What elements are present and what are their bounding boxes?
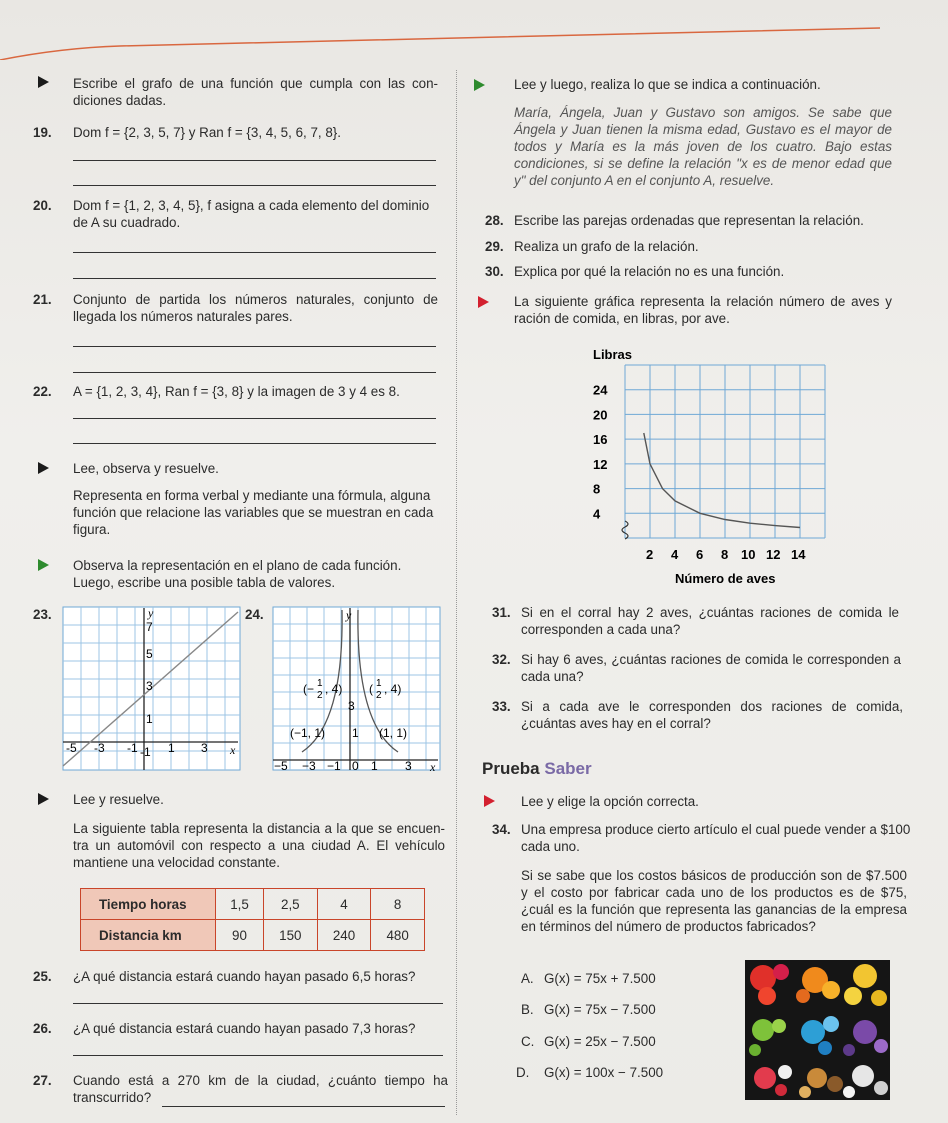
g24-number: 24. [245, 607, 264, 622]
g23-tick: -1 [140, 745, 151, 759]
table-header-cell: Tiempo horas [81, 889, 216, 920]
g24-x-label: x [430, 760, 436, 772]
q22-text: A = {1, 2, 3, 4}, Ran f = {3, 8} y la imagen de 3 y 4 es 8. [73, 384, 400, 399]
q33-number: 33. [492, 699, 511, 714]
section-bullet-icon [484, 795, 495, 807]
chart-x-axis-label: Número de aves [675, 571, 776, 586]
saber-word: Saber [544, 759, 592, 778]
intro-instruction: Escribe el grafo de una función que cumpla con las con- diciones dadas. [73, 76, 438, 108]
q32-text: Si hay 6 aves, ¿cuántas raciones de comida le corresponden a cada una? [521, 652, 901, 684]
g24-point: (1, 1) [379, 726, 408, 740]
g23-number: 23. [33, 607, 52, 622]
answer-line[interactable] [73, 372, 436, 373]
table-cell: 240 [317, 920, 371, 951]
g24-point: 2 [376, 690, 382, 701]
chart-y-tick: 16 [593, 432, 608, 448]
answer-line[interactable] [73, 418, 436, 419]
option-a-letter[interactable]: A. [521, 971, 534, 986]
column-divider [456, 70, 457, 1115]
q28-text: Escribe las parejas ordenadas que representan la relación. [514, 213, 864, 228]
g24-point: (− [303, 682, 315, 696]
lee-realiza-text: María, Ángela, Juan y Gustavo son amigos. Se sabe que Ángela y Juan tienen la misma edad, Gustavo es el mayor de todos y María es la más joven de los cuatro. Bajo estas condiciones, si se define la relación "x es de menor edad que y" del conjunto A en el conjunto A, resuelve. [514, 105, 892, 188]
section-bullet-icon [478, 296, 489, 308]
g24-y-label: y [346, 608, 352, 622]
section-bullet-icon [38, 559, 49, 571]
graph-24 [272, 606, 442, 772]
g23-y-label: y [148, 606, 154, 620]
option-b-letter[interactable]: B. [521, 1002, 534, 1017]
g23-tick: 7 [146, 620, 153, 634]
g24-tick: −3 [302, 759, 316, 772]
g24-point: 1 [376, 678, 382, 689]
q25-number: 25. [33, 969, 52, 984]
distance-table [80, 888, 425, 951]
q20-number: 20. [33, 198, 52, 213]
g23-tick: -3 [94, 741, 105, 755]
g24-tick: 0 [352, 759, 359, 772]
table-cell: 8 [371, 889, 425, 920]
q25-text: ¿A qué distancia estará cuando hayan pasado 6,5 horas? [73, 969, 416, 984]
q19-number: 19. [33, 125, 52, 140]
g24-tick: 3 [405, 759, 412, 772]
chart-y-tick: 8 [593, 481, 601, 497]
lee-observa-title: Lee, observa y resuelve. [73, 461, 219, 476]
header-arc [0, 0, 948, 60]
table-cell: 480 [371, 920, 425, 951]
answer-line[interactable] [73, 160, 436, 161]
g24-point: 2 [317, 690, 323, 701]
q32-number: 32. [492, 652, 511, 667]
q29-text: Realiza un grafo de la relación. [514, 239, 699, 254]
g23-tick: 1 [146, 712, 153, 726]
g23-tick: 3 [146, 679, 153, 693]
g23-tick: 1 [168, 741, 175, 755]
chart-x-tick: 12 [766, 547, 781, 562]
option-d-letter[interactable]: D. [516, 1065, 530, 1080]
chart-x-tick: 2 [646, 547, 654, 562]
table-row [81, 889, 425, 920]
q28-number: 28. [485, 213, 504, 228]
q19-text: Dom f = {2, 3, 5, 7} y Ran f = {3, 4, 5, 6, 7, 8}. [73, 125, 341, 140]
table-cell: 90 [216, 920, 264, 951]
q31-number: 31. [492, 605, 511, 620]
g23-tick: -5 [66, 741, 77, 755]
chart-x-tick: 6 [696, 547, 704, 562]
g23-x-label: x [230, 743, 236, 757]
prueba-word: Prueba [482, 759, 540, 778]
answer-line[interactable] [73, 252, 436, 253]
observa-text: Observa la representación en el plano de cada función. Luego, escribe una posible tabla de valores. [73, 558, 402, 590]
answer-line[interactable] [162, 1106, 445, 1107]
table-row [81, 920, 425, 951]
g23-tick: 3 [201, 741, 208, 755]
q34-text-2: Si se sabe que los costos básicos de producción son de $7.500 y el costo por fabricar cada uno de los productos es de $75, ¿cuál es la función que representa las ganancias de la empresa en términos del número de productos fabricados? [521, 868, 907, 934]
table-cell: 4 [317, 889, 371, 920]
answer-line[interactable] [73, 1003, 443, 1004]
q22-number: 22. [33, 384, 52, 399]
chart-y-axis-label: Libras [593, 347, 633, 362]
g24-point: (−1, 1) [290, 726, 326, 740]
g24-tick: −1 [327, 759, 341, 772]
section-bullet-icon [38, 793, 49, 805]
q33-text: Si a cada ave le corresponden dos raciones de comida, ¿cuántas aves hay en el corral? [521, 699, 903, 731]
section-bullet-icon [474, 79, 485, 91]
g24-point: 1 [317, 678, 323, 689]
prueba-saber-heading [482, 759, 592, 779]
q27-number: 27. [33, 1073, 52, 1088]
option-a-text[interactable]: G(x) = 75x + 7.500 [544, 971, 656, 986]
option-d-text[interactable]: G(x) = 100x − 7.500 [544, 1065, 664, 1080]
section-bullet-icon [38, 462, 49, 474]
section-bullet-icon [38, 76, 49, 88]
chart-x-tick: 10 [741, 547, 756, 562]
q29-number: 29. [485, 239, 504, 254]
option-c-letter[interactable]: C. [521, 1034, 535, 1049]
table-cell: 150 [264, 920, 318, 951]
aves-chart [585, 343, 845, 588]
g24-tick: −5 [274, 759, 288, 772]
g24-point: , 4) [384, 682, 402, 696]
q21-number: 21. [33, 292, 52, 307]
products-photo [745, 960, 890, 1100]
g24-tick: 3 [348, 699, 355, 713]
q30-number: 30. [485, 264, 504, 279]
g24-tick: 1 [352, 726, 359, 740]
g23-tick: 5 [146, 647, 153, 661]
chart-x-tick: 14 [791, 547, 806, 562]
q26-number: 26. [33, 1021, 52, 1036]
answer-line[interactable] [73, 278, 436, 279]
q20-text: Dom f = {1, 2, 3, 4, 5}, f asigna a cada elemento del dominio de A su cuadrado. [73, 198, 430, 230]
lee-resuelve-title: Lee y resuelve. [73, 792, 164, 807]
g23-tick: -1 [127, 741, 138, 755]
option-c-text[interactable]: G(x) = 25x − 7.500 [544, 1034, 656, 1049]
lee-realiza-title: Lee y luego, realiza lo que se indica a continuación. [514, 77, 821, 92]
grafica-intro: La siguiente gráfica representa la relación número de aves y ración de comida, en libras, por ave. [514, 294, 892, 326]
chart-y-tick: 24 [593, 382, 608, 398]
graph-23 [62, 606, 242, 772]
chart-y-tick: 20 [593, 407, 608, 423]
q21-text: Conjunto de partida los números naturales, conjunto de llegada los números naturales pares. [73, 292, 438, 324]
lee-observa-text: Representa en forma verbal y mediante una fórmula, alguna función que relacione las variables que se muestran en cada figura. [73, 488, 434, 537]
g24-point: , 4) [325, 682, 343, 696]
table-header-cell: Distancia km [81, 920, 216, 951]
lee-elige-title: Lee y elige la opción correcta. [521, 794, 699, 809]
lee-resuelve-text: La siguiente tabla representa la distancia a la que se encuen- tra un automóvil con respecto a una ciudad A. El vehículo mantiene una velocidad constante. [73, 821, 445, 870]
q31-text: Si en el corral hay 2 aves, ¿cuántas raciones de comida le corresponden a cada una? [521, 605, 899, 637]
answer-line[interactable] [73, 443, 436, 444]
chart-x-tick: 4 [671, 547, 679, 562]
table-cell: 1,5 [216, 889, 264, 920]
q34-text-1: Una empresa produce cierto artículo el cual puede vender a $100 cada uno. [521, 822, 911, 854]
q30-text: Explica por qué la relación no es una función. [514, 264, 785, 279]
q27-text: Cuando está a 270 km de la ciudad, ¿cuánto tiempo ha transcurrido? [73, 1073, 448, 1105]
answer-line[interactable] [73, 185, 436, 186]
option-b-text[interactable]: G(x) = 75x − 7.500 [544, 1002, 656, 1017]
q34-number: 34. [492, 822, 511, 837]
answer-line[interactable] [73, 1055, 443, 1056]
answer-line[interactable] [73, 346, 436, 347]
chart-y-tick: 12 [593, 456, 608, 472]
chart-y-tick: 4 [593, 506, 601, 522]
table-cell: 2,5 [264, 889, 318, 920]
g24-point: ( [369, 682, 373, 696]
chart-x-tick: 8 [721, 547, 729, 562]
q26-text: ¿A qué distancia estará cuando hayan pasado 7,3 horas? [73, 1021, 416, 1036]
g24-tick: 1 [371, 759, 378, 772]
